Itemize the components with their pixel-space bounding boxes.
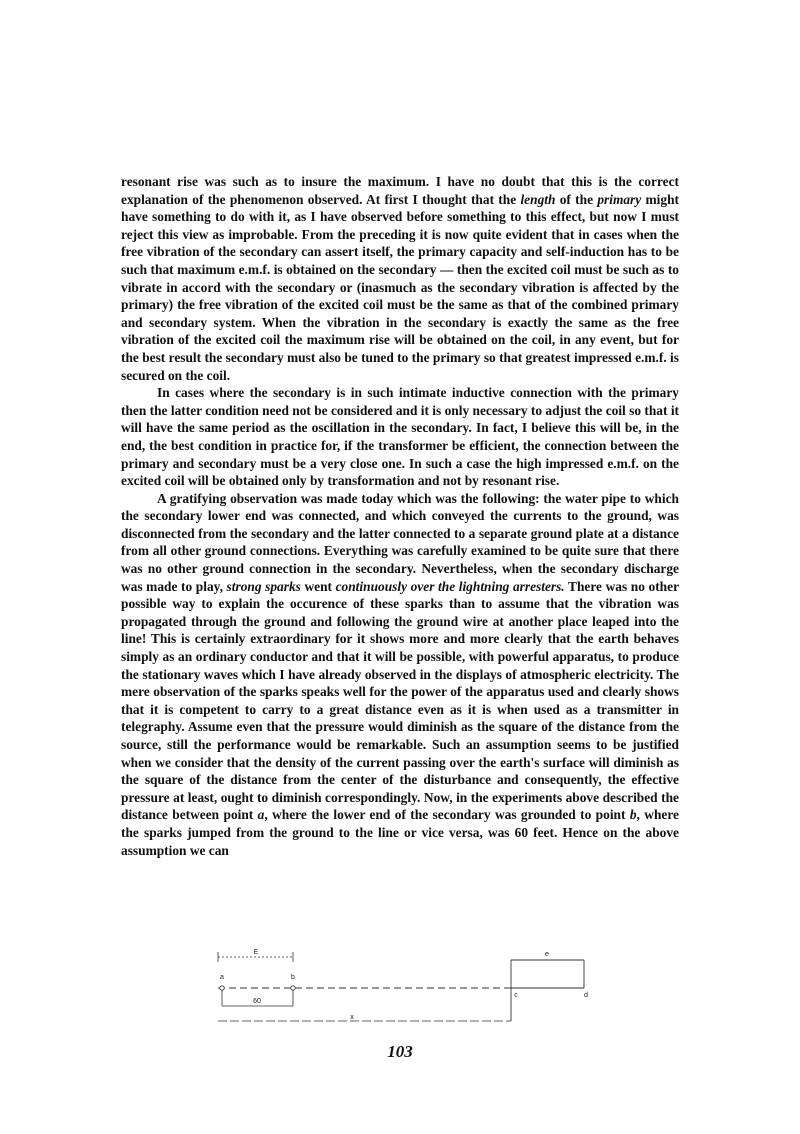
paragraph-3: [121, 490, 679, 859]
italic-emphasis: strong sparks: [226, 578, 301, 594]
italic-emphasis: length: [520, 191, 556, 207]
point-a-marker: [220, 986, 224, 990]
point-b-marker: [291, 986, 295, 990]
text-run: of the: [555, 191, 598, 207]
label-e-dimension: E: [253, 949, 259, 956]
label-point-b: b: [291, 974, 295, 981]
text-run: went: [300, 578, 336, 594]
text-run: might have something to do with it, as I have observed before something to this effect, but now I must reject this view as improbable. From the preceding it is now quite evident that in cases when the free vibration of the secondary can assert itself, the primary capacity and self-induction has to be such that maximum e.m.f. is obtained on the secondary — then the excited coil must be such as to vibrate in accord with the secondary or (inasmuch as the secondary vibration is affected by the primary) the free vibration of the excited coil must be the same as that of the combined primary and secondary system. When the vibration in the secondary is exactly the same as the free vibration of the excited coil the maximum rise will be obtained on the coil, in any event, but for the best result the secondary must also be tuned to the primary so that greatest impressed e.m.f. is secured on the coil.: [121, 191, 679, 383]
italic-emphasis: continuously over the lightning arresters.: [335, 578, 565, 594]
circuit-diagram-svg: [215, 940, 595, 1030]
paragraph-1: [121, 173, 679, 384]
label-x: x: [350, 1014, 354, 1021]
italic-emphasis: a: [257, 807, 265, 823]
italic-emphasis: primary: [597, 191, 642, 207]
label-sixty: 60: [253, 998, 261, 1005]
italic-emphasis: b: [629, 807, 637, 823]
text-run: , where the sparks jumped from the ground to the line or vice versa, was 60 feet. Hence on the above assumption we can: [121, 807, 679, 858]
label-point-a: a: [220, 974, 224, 981]
page-number: 103: [387, 1042, 413, 1061]
page-body: [121, 173, 679, 859]
circuit-diagram: [215, 940, 595, 1030]
text-run: , where the lower end of the secondary was grounded to point: [264, 807, 630, 823]
text-run: resonant rise was such as to insure the maximum. I have no doubt that this is the correct explanation of the phenomenon observed. At first I thought that the: [121, 174, 679, 207]
label-point-d: d: [584, 992, 588, 999]
paragraph-2: [121, 384, 679, 490]
text-run: A gratifying observation was made today which was the following: the water pipe to which the secondary lower end was connected, and which conveyed the currents to the ground, was disconnected from the secondary and the latter connected to a separate ground plate at a distance from all other ground connections. Everything was carefully examined to be quite sure that there was no other ground connection in the secondary. Nevertheless, when the secondary discharge was made to play,: [121, 490, 679, 594]
label-point-e: e: [545, 951, 549, 958]
text-run: There was no other possible way to explain the occurence of these sparks than to assume that the vibration was propagated through the ground and following the ground wire at another place leaped into the line! This is certainly extraordinary for it shows more and more clearly that the earth behaves simply as an ordinary conductor and that it will be possible, with powerful apparatus, to produce the stationary waves which I have already observed in the displays of atmospheric electricity. The mere observation of the sparks speaks well for the power of the apparatus used and clearly shows that it is competent to carry to a great distance even as it is when used as a transmitter in telegraphy. Assume even that the pressure would diminish as the square of the distance from the source, still the performance would be remarkable. Such an assumption seems to be justified when we consider that the density of the current passing over the earth's surface will diminish as the square of the distance from the center of the disturbance and consequently, the effective pressure at least, ought to diminish correspondingly. Now, in the experiments above described the distance between point: [121, 578, 680, 823]
text-run: In cases where the secondary is in such intimate inductive connection with the primary then the latter condition need not be considered and it is only necessary to adjust the coil so that it will have the same period as the oscillation in the secondary. In fact, I believe this will be, in the end, the best condition in practice for, if the transformer be efficient, the connection between the primary and secondary must be a very close one. In such a case the high impressed e.m.f. on the excited coil will be obtained only by transformation and not by resonant rise.: [121, 385, 679, 489]
label-point-c: c: [514, 992, 518, 999]
